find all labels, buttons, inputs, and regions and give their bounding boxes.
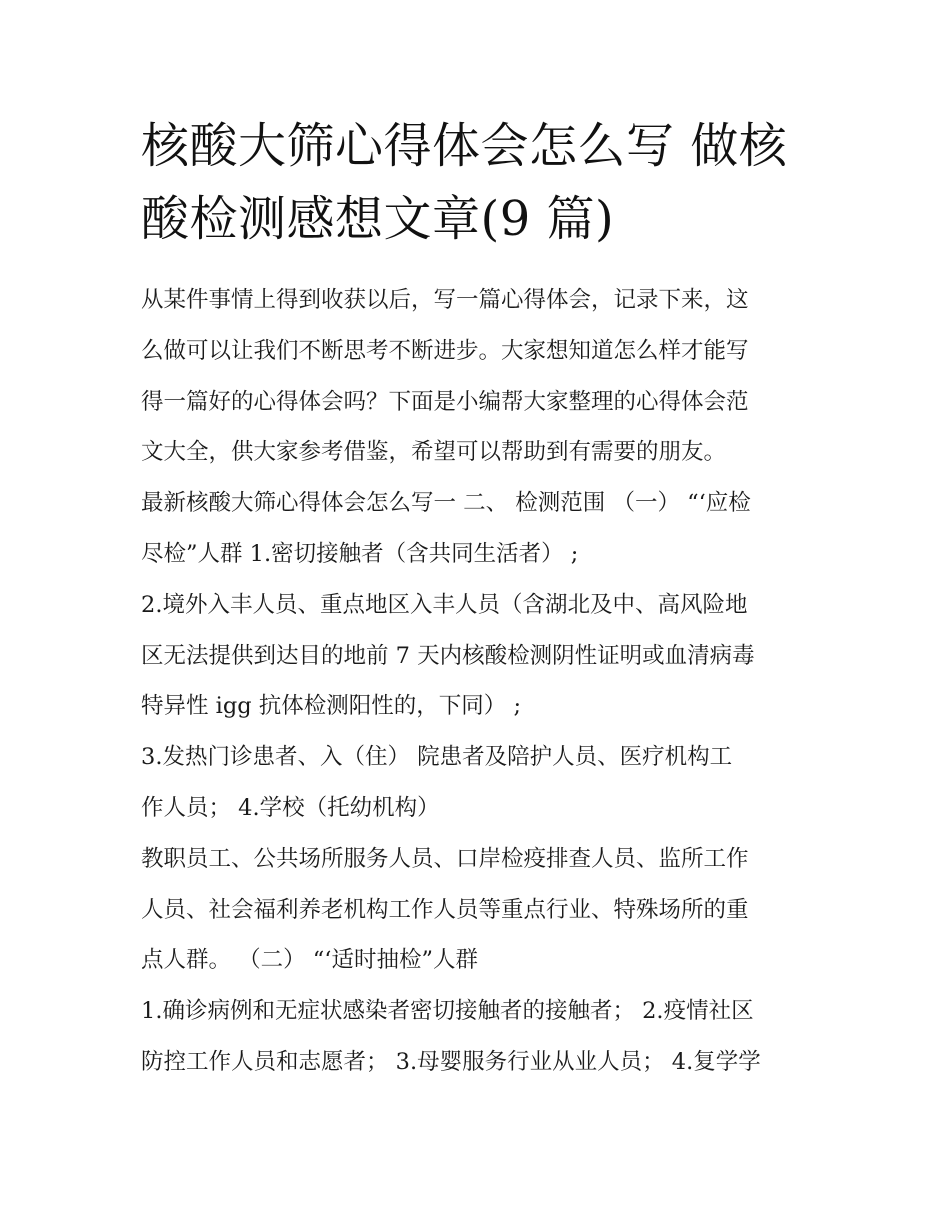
list-item-paragraph (141, 732, 821, 834)
text-line: 2.境外入丰人员、重点地区入丰人员（含湖北及中、高风险地 (141, 591, 748, 618)
text-line: 点人群。 （二） “‘适时抽检”人群 (141, 947, 478, 974)
text-line: 3.发热门诊患者、入（住） 院患者及陪护人员、医疗机构工 (141, 744, 733, 771)
text-line: 文大全，供大家参考借鉴，希望可以帮助到有需要的朋友。 (141, 439, 727, 466)
text-line: 么做可以让我们不断思考不断进步。大家想知道怎么样才能写 (141, 337, 749, 364)
text-line: 最新核酸大筛心得体会怎么写一 二、 检测范围 （一） “‘应检 (141, 490, 751, 517)
text-line: 特异性 igg 抗体检测阳性的，下同） ; (141, 693, 522, 720)
text-line: 区无法提供到达目的地前 7 天内核酸检测阴性证明或血清病毒 (141, 642, 755, 669)
document-body (141, 275, 821, 1088)
title-line-2: 酸检测感想文章(9 篇) (141, 191, 615, 247)
intro-paragraph (141, 275, 821, 478)
section-heading-paragraph (141, 478, 821, 580)
title-line-1: 核酸大筛心得体会怎么写 做核 (141, 118, 788, 174)
text-line: 1.确诊病例和无症状感染者密切接触者的接触者； 2.疫情社区 (141, 998, 754, 1025)
list-item-paragraph (141, 580, 821, 732)
text-line: 防控工作人员和志愿者； 3.母婴服务行业从业人员； 4.复学学 (141, 1048, 761, 1075)
document-title (141, 110, 821, 256)
list-item-paragraph (141, 986, 821, 1088)
text-line: 教职员工、公共场所服务人员、口岸检疫排查人员、监所工作 (141, 845, 749, 872)
text-line: 作人员； 4.学校（托幼机构） (141, 794, 440, 821)
list-item-paragraph (141, 834, 821, 986)
text-line: 尽检”人群 1.密切接触者（含共同生活者） ; (141, 540, 579, 567)
text-line: 从某件事情上得到收获以后，写一篇心得体会，记录下来，这 (141, 287, 749, 313)
text-line: 人员、社会福利养老机构工作人员等重点行业、特殊场所的重 (141, 896, 749, 923)
text-line: 得一篇好的心得体会吗？下面是小编帮大家整理的心得体会范 (141, 388, 749, 415)
document-page (141, 110, 821, 1088)
